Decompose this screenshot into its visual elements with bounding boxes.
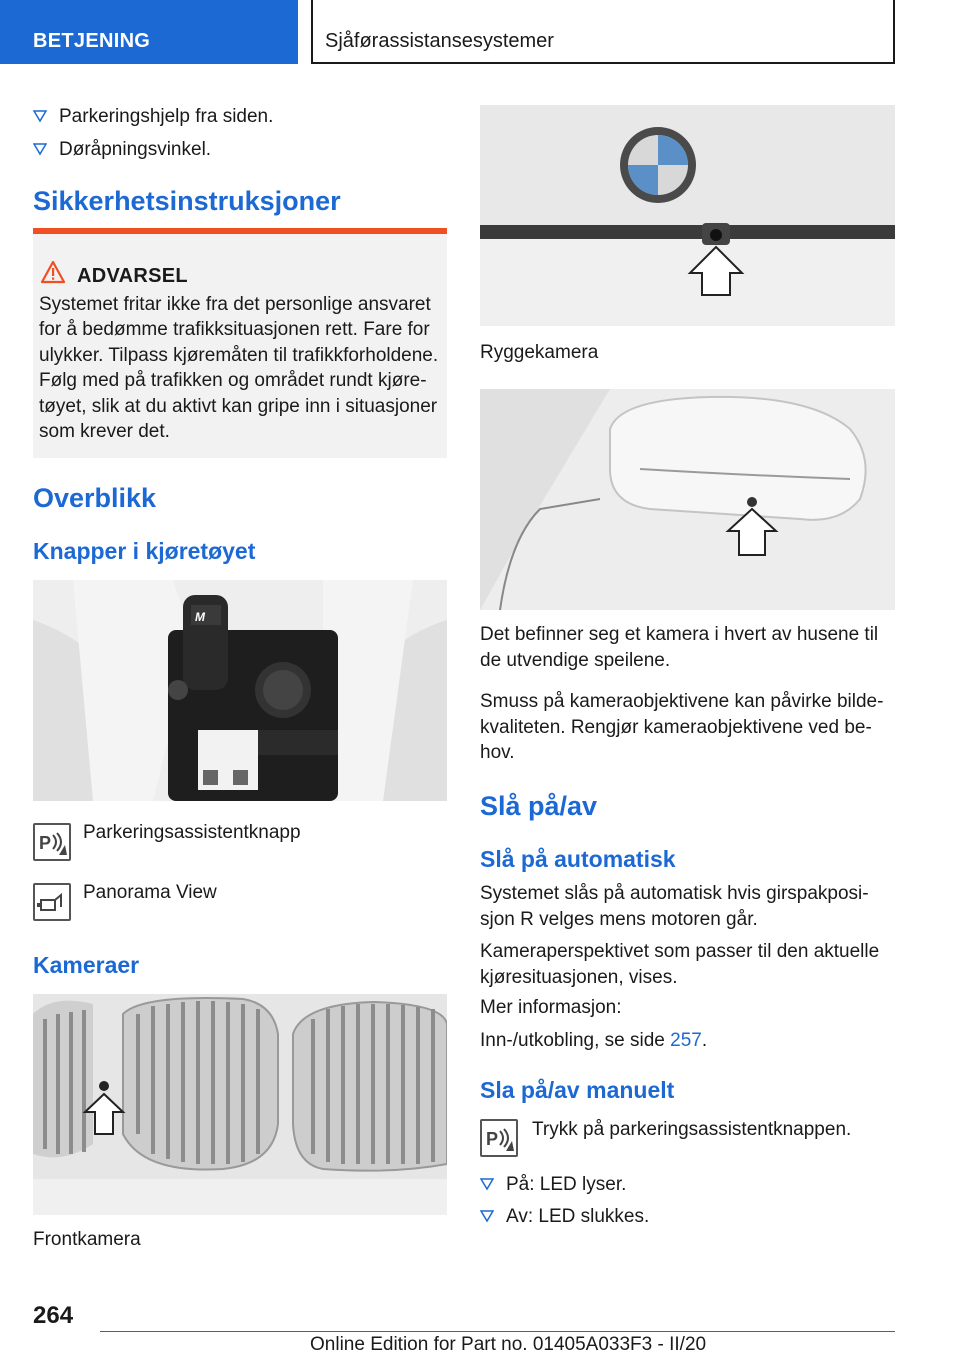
triangle-bullet-icon: [480, 1209, 494, 1223]
triangle-bullet-icon: [33, 142, 47, 156]
auto-heading: Slå på automatisk: [480, 846, 676, 872]
perspective-text: Kameraperspektivet som passer til den aktuelle kjøresituasjonen, vises.: [480, 941, 880, 988]
page-number: 264: [33, 1302, 74, 1329]
triangle-bullet-icon: [33, 109, 47, 123]
page-257-link[interactable]: 257: [670, 1030, 702, 1051]
chapter-title: Sjåførassistansesystemer: [325, 30, 554, 52]
svg-text:P: P: [486, 1129, 499, 1149]
list-item: På: LED lyser.: [480, 1173, 626, 1197]
more-info-label: Mer informasjon:: [480, 997, 622, 1018]
list-item: Av: LED slukkes.: [480, 1205, 649, 1229]
panorama-view-icon: [33, 883, 71, 921]
parking-button-label: Parkeringsassistentknapp: [83, 822, 301, 843]
mirror-camera-image: [480, 389, 895, 610]
onoff-heading: Slå på/av: [480, 791, 598, 821]
svg-text:P: P: [39, 833, 52, 853]
section-tab: [0, 0, 298, 64]
front-camera-image: [33, 994, 447, 1215]
chapter-tab: [311, 0, 895, 64]
section-title: BETJENING: [33, 30, 151, 52]
front-camera-caption: Frontkamera: [33, 1229, 141, 1250]
rear-camera-caption: Ryggekamera: [480, 342, 599, 363]
triangle-bullet-icon: [480, 1177, 494, 1191]
warning-box: [33, 228, 447, 458]
parking-assistant-icon: [33, 823, 71, 861]
manual-text: Trykk på parkeringsassistentknappen.: [532, 1119, 852, 1140]
edition-footer: Online Edition for Part no. 01405A033F3 - II/20: [310, 1334, 707, 1355]
panorama-view-label: Panorama View: [83, 882, 217, 903]
buttons-heading: Knapper i kjøretøyet: [33, 538, 256, 564]
manual-heading: Sla på/av manuelt: [480, 1077, 675, 1103]
footer-divider: [100, 1331, 895, 1332]
page-reference: Inn-/utkobling, se side 257.: [480, 1030, 708, 1051]
mirror-camera-text: Det befinner seg et kamera i hvert av husene til de utvendige speilene.: [480, 624, 879, 671]
safety-heading: Sikkerhetsinstruksjoner: [33, 186, 341, 216]
rear-camera-image: [480, 105, 895, 326]
parking-assistant-icon: [480, 1119, 518, 1157]
warning-title: ADVARSEL: [77, 265, 188, 287]
center-console-image: [33, 580, 447, 801]
warning-text: Systemet fritar ikke fra det personlige ansvaret for å bedømme trafikksituasjonen rett. Fare for ulykker. Tilpass kjøremåten til trafikkforholdene. Følg med på trafikken og området rundt kjøre- tøyet, slik at du aktivt kan gripe inn i situasjoner som krever det.: [39, 294, 439, 443]
list-item: Døråpningsvinkel.: [33, 138, 211, 162]
cameras-heading: Kameraer: [33, 952, 140, 978]
warning-triangle-icon: [40, 260, 66, 284]
overview-heading: Overblikk: [33, 483, 157, 513]
lens-cleaning-text: Smuss på kameraobjektivene kan påvirke bilde- kvaliteten. Rengjør kameraobjektivene ved be- hov.: [480, 691, 884, 763]
shifter-logo-text: M: [195, 610, 205, 624]
auto-text: Systemet slås på automatisk hvis girspakposi- sjon R velges mens motoren går.: [480, 883, 869, 930]
list-item: Parkeringshjelp fra siden.: [33, 105, 273, 129]
